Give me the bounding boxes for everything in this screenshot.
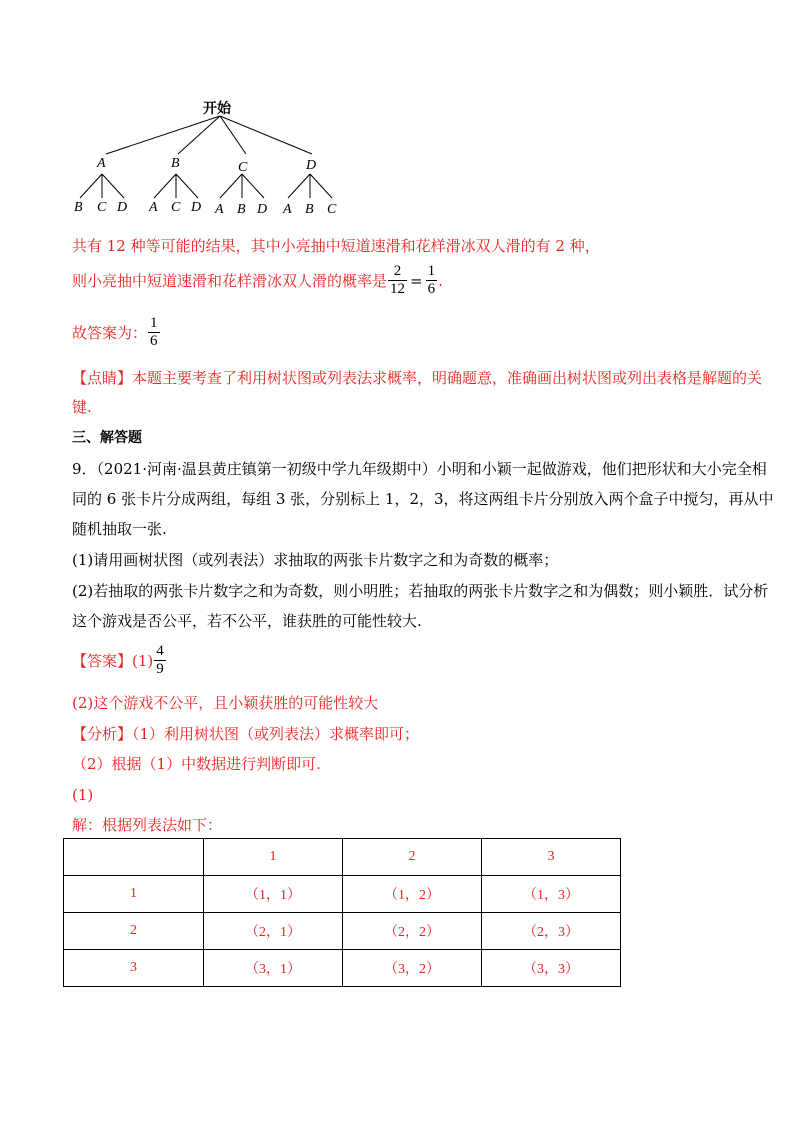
tree-leaf: A bbox=[283, 202, 292, 217]
table-cell: （1，2） bbox=[343, 876, 482, 913]
tree-leaf: A bbox=[149, 200, 158, 215]
question-part-2-line-2: 这个游戏是否公平，若不公平，谁获胜的可能性较大. bbox=[72, 612, 422, 630]
table-cell: （2，1） bbox=[204, 913, 343, 950]
question-part-1: (1)请用画树状图（或列表法）求抽取的两张卡片数字之和为奇数的概率； bbox=[72, 551, 559, 569]
table-cell: 1 bbox=[64, 876, 204, 913]
tree-leaf: C bbox=[327, 202, 337, 217]
tree-root: 开始 bbox=[203, 101, 231, 117]
solution-line-2 bbox=[72, 263, 443, 298]
answer-line bbox=[72, 315, 161, 350]
tree-leaf: D bbox=[191, 200, 202, 215]
fraction bbox=[388, 263, 407, 298]
table-row bbox=[64, 950, 621, 987]
table-cell: （3，2） bbox=[343, 950, 482, 987]
table-cell: 3 bbox=[64, 950, 204, 987]
answer-prefix: 故答案为： bbox=[72, 323, 148, 342]
tree-node-d: D bbox=[306, 158, 317, 173]
fraction bbox=[426, 263, 438, 298]
table-cell: 3 bbox=[482, 839, 621, 876]
tree-leaf: B bbox=[74, 200, 83, 215]
table-row bbox=[64, 913, 621, 950]
tree-leaf: D bbox=[117, 200, 128, 215]
fraction-denominator: 9 bbox=[156, 661, 164, 677]
table-cell: （2，3） bbox=[482, 913, 621, 950]
tree-node-c: C bbox=[238, 160, 248, 175]
table-cell: 2 bbox=[64, 913, 204, 950]
tree-diagram bbox=[60, 90, 360, 220]
table-cell: （3，1） bbox=[204, 950, 343, 987]
table-cell: （3，3） bbox=[482, 950, 621, 987]
fraction bbox=[148, 315, 160, 350]
fraction-denominator: 12 bbox=[390, 281, 406, 297]
tree-leaf: B bbox=[237, 202, 246, 217]
tree-node-b: B bbox=[171, 156, 180, 171]
table-cell bbox=[64, 839, 204, 876]
fraction-numerator: 1 bbox=[427, 263, 436, 279]
analysis-line-4: 解：根据列表法如下： bbox=[72, 816, 223, 834]
period: . bbox=[438, 271, 443, 290]
comment-line-2: 键. bbox=[72, 398, 92, 416]
section-title: 三、解答题 bbox=[72, 430, 142, 446]
analysis-line-3: (1) bbox=[72, 786, 94, 804]
question-part-2-line-1: (2)若抽取的两张卡片数字之和为奇数，则小明胜；若抽取的两张卡片数字之和为偶数；则小颖胜．试分析 bbox=[72, 582, 769, 600]
tree-leaf: C bbox=[171, 200, 181, 215]
table-cell: 1 bbox=[204, 839, 343, 876]
table-cell: （1，3） bbox=[482, 876, 621, 913]
comment-line-1: 【点睛】本题主要考查了利用树状图或列表法求概率，明确题意，准确画出树状图或列出表格是解题的关 bbox=[72, 369, 763, 387]
fraction-numerator: 1 bbox=[150, 315, 158, 331]
answer-block bbox=[72, 643, 167, 678]
tree-node-a: A bbox=[97, 156, 106, 171]
fraction-numerator: 4 bbox=[156, 643, 164, 659]
analysis-line-2: （2）根据（1）中数据进行判断即可. bbox=[72, 755, 321, 773]
table-cell: （1，1） bbox=[204, 876, 343, 913]
tree-leaf: B bbox=[305, 202, 314, 217]
fraction-denominator: 6 bbox=[427, 281, 436, 297]
question-line-3: 随机抽取一张. bbox=[72, 520, 167, 538]
tree-leaf: C bbox=[97, 200, 107, 215]
answer-label: 【答案】(1) bbox=[72, 651, 154, 670]
sum-table bbox=[63, 838, 621, 987]
table-cell: 2 bbox=[343, 839, 482, 876]
analysis-line-1: 【分析】（1）利用树状图（或列表法）求概率即可； bbox=[72, 725, 420, 743]
tree-leaf: A bbox=[215, 202, 224, 217]
fraction-numerator: 2 bbox=[393, 263, 402, 279]
fraction bbox=[154, 643, 166, 678]
fraction-denominator: 6 bbox=[150, 333, 158, 349]
question-line-1: 9．（2021·河南·温县黄庄镇第一初级中学九年级期中）小明和小颖一起做游戏，他们把形状和大小完全相 bbox=[72, 460, 767, 478]
table-row bbox=[64, 876, 621, 913]
question-line-2: 同的 6 张卡片分成两组，每组 3 张，分别标上 1，2，3，将这两组卡片分别放入两个盒子中搅匀，再从中 bbox=[72, 490, 774, 508]
table-cell: （2，2） bbox=[343, 913, 482, 950]
equals-sign: = bbox=[410, 271, 423, 290]
table-header-row bbox=[64, 839, 621, 876]
tree-leaf: D bbox=[257, 202, 268, 217]
answer-part-2: (2)这个游戏不公平，且小颖获胜的可能性较大 bbox=[72, 694, 379, 712]
solution-line-1: 共有 12 种等可能的结果，其中小亮抽中短道速滑和花样滑冰双人滑的有 2 种， bbox=[72, 237, 600, 255]
solution-line-2-text: 则小亮抽中短道速滑和花样滑冰双人滑的概率是 bbox=[72, 271, 388, 290]
